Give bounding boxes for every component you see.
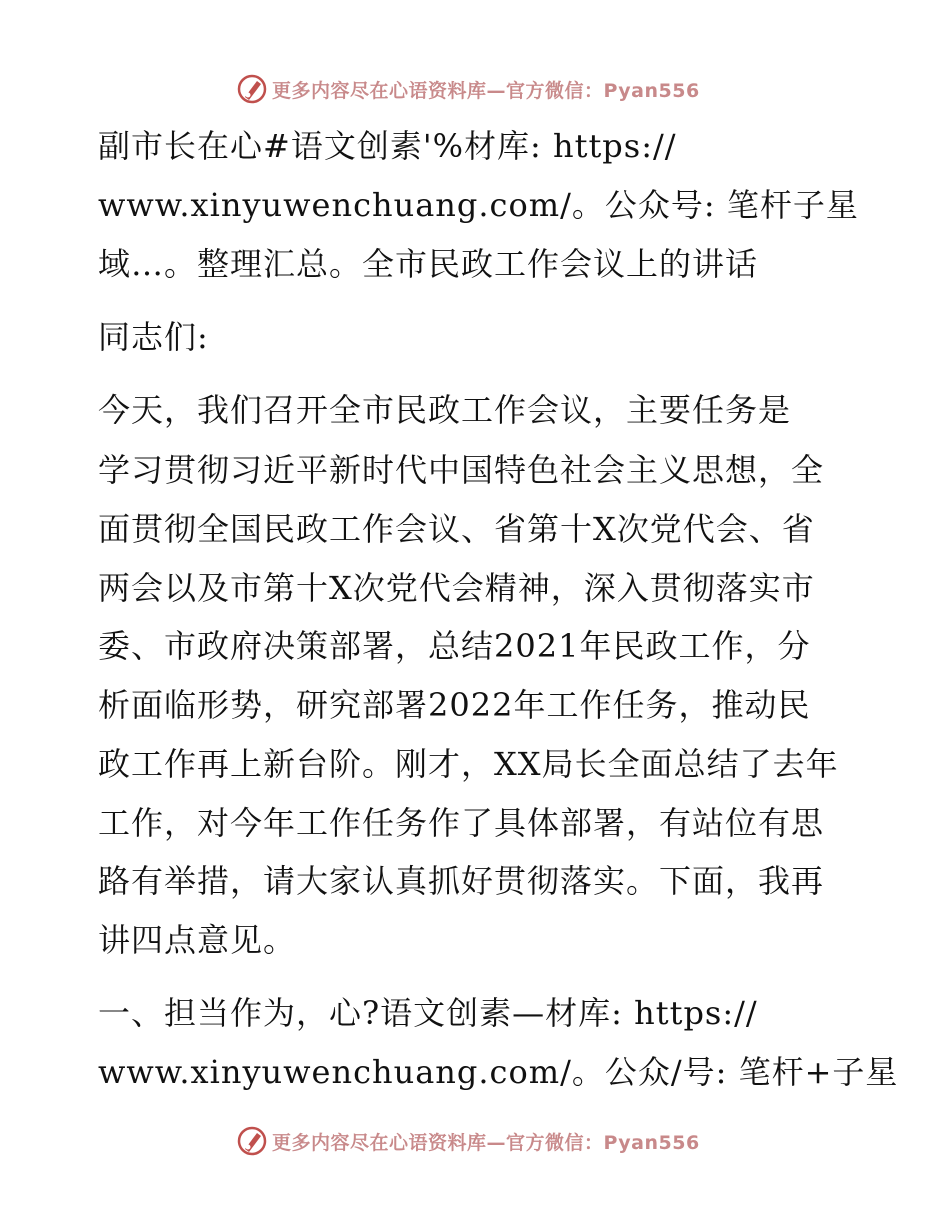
- paragraph-line: 讲四点意见。: [98, 921, 297, 959]
- title-line-1: 副市长在心#语文创素'%材库: https://: [98, 127, 677, 165]
- paragraph-line: 两会以及市第十X次党代会精神，深入贯彻落实市: [98, 569, 815, 607]
- paragraph-line: 今天，我们召开全市民政工作会议，主要任务是: [98, 391, 792, 429]
- paragraph-line: 学习贯彻习近平新时代中国特色社会主义思想，全: [98, 451, 825, 489]
- pen-logo-icon: [236, 73, 268, 105]
- section-heading-line-2: www.xinyuwenchuang.com/。公众/号: 笔杆+子星: [98, 1053, 899, 1091]
- title-line-2: www.xinyuwenchuang.com/。公众号: 笔杆子星: [98, 186, 859, 224]
- header-watermark: [236, 72, 700, 106]
- paragraph-line: 工作，对今年工作任务作了具体部署，有站位有思: [98, 804, 825, 842]
- footer-watermark: [236, 1124, 700, 1158]
- paragraph-line: 路有举措，请大家认真抓好贯彻落实。下面，我再: [98, 862, 825, 900]
- paragraph-line: 委、市政府决策部署，总结2021年民政工作，分: [98, 627, 811, 665]
- pen-logo-icon: [236, 1125, 268, 1157]
- salutation: 同志们:: [98, 318, 209, 356]
- watermark-text: 更多内容尽在心语资料库—官方微信：Pyan556: [272, 79, 700, 102]
- section-heading: 一、担当作为，心?语文创素—材库: https://: [98, 994, 758, 1032]
- paragraph-line: 析面临形势，研究部署2022年工作任务，推动民: [98, 686, 811, 724]
- paragraph-line: 政工作再上新台阶。刚才，XX局长全面总结了去年: [98, 745, 839, 783]
- watermark-text: 更多内容尽在心语资料库—官方微信：Pyan556: [272, 1131, 700, 1154]
- title-line-3: 域…。整理汇总。全市民政工作会议上的讲话: [98, 245, 759, 283]
- paragraph-line: 面贯彻全国民政工作会议、省第十X次党代会、省: [98, 510, 815, 548]
